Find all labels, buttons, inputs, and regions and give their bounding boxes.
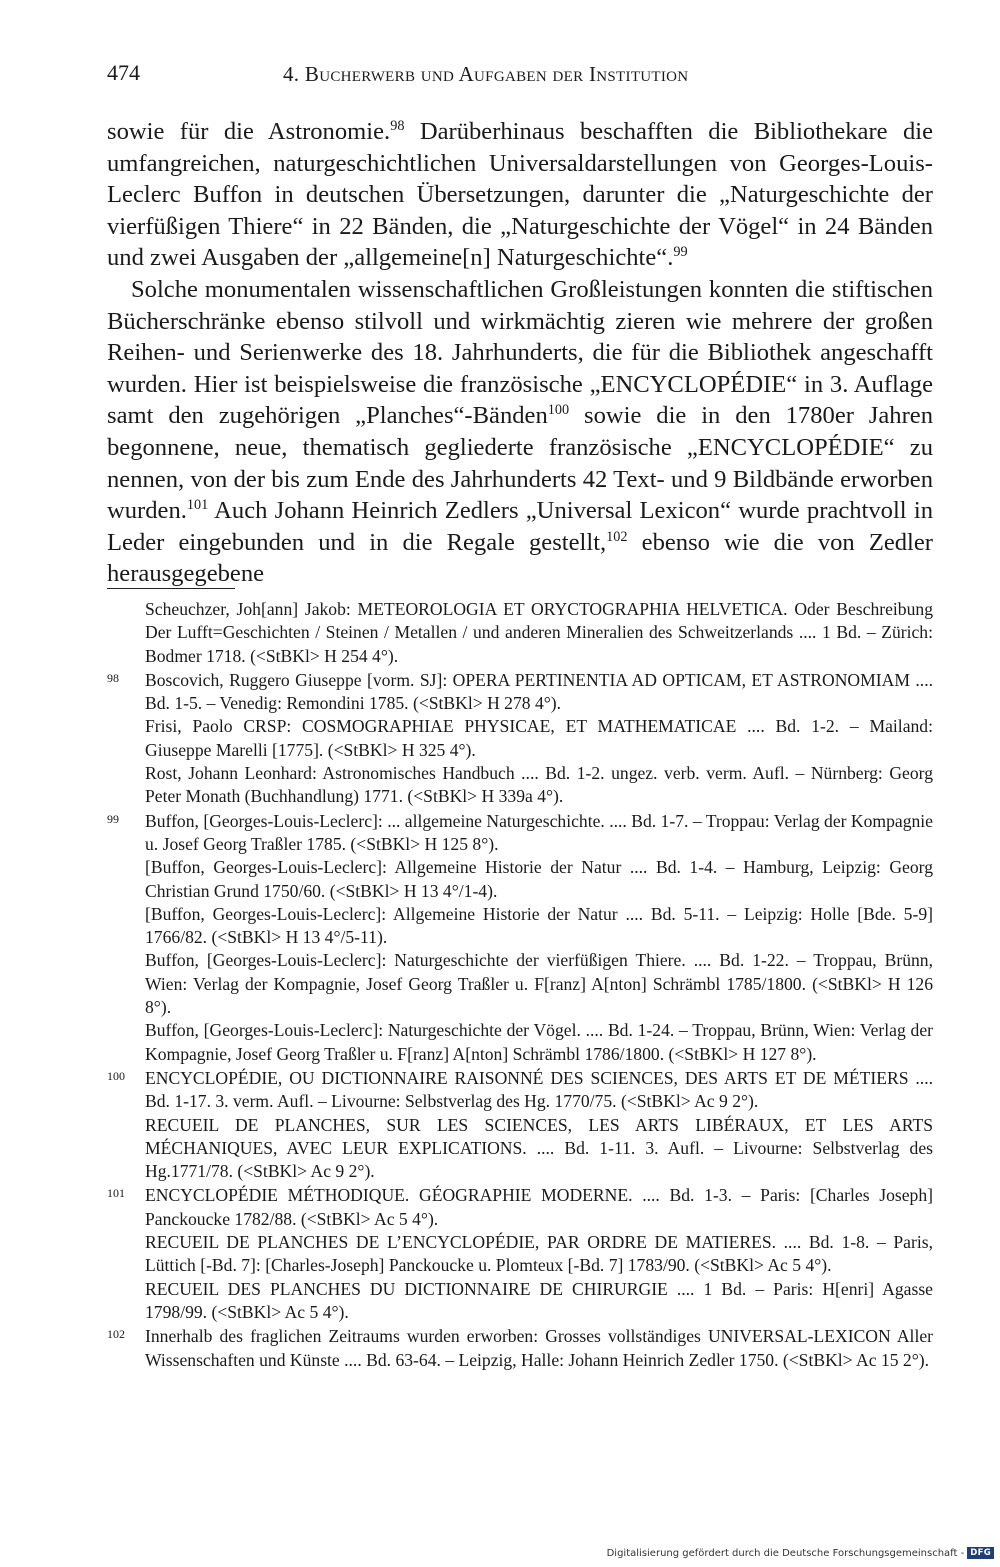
footnote-98 bbox=[107, 669, 933, 809]
text-run: Solche monumentalen wissenschaftlichen Großleistungen konnten die stiftischen Bücherschränke ebenso stilvoll und wirkmächtig zieren wie mehrere der großen Reihen- und Serienwerke des 18. Jahrhunderts, die für die Bibliothek angeschafft wurden. Hier ist beispielsweise die französische „ENCYCLOPÉDIE“ in 3. Auflage samt den zugehörigen „Planches“-Bänden bbox=[107, 275, 933, 430]
footnote-continuation bbox=[107, 598, 933, 668]
footnote-entry: Buffon, [Georges-Louis-Leclerc]: Naturgeschichte der vierfüßigen Thiere. .... Bd. 1-22. – Troppau, Brünn, Wien: Verlag der Kompagnie, Josef Georg Traßler u. F[ranz] A[nton] Schrämbl 1785/1800. (<StBKl> H 126 8°). bbox=[145, 950, 933, 1018]
credit-text: Digitalisierung gefördert durch die Deutsche Forschungsgemeinschaft - bbox=[606, 1547, 965, 1559]
footnote-rule bbox=[107, 588, 235, 589]
footnote-ref[interactable]: 99 bbox=[673, 244, 688, 261]
footnote-entry: Rost, Johann Leonhard: Astronomisches Handbuch .... Bd. 1-2. ungez. verb. verm. Aufl. – Nürnberg: Georg Peter Monath (Buchhandlung) 1771. (<StBKl> H 339a 4°). bbox=[145, 763, 933, 807]
footnote-ref[interactable]: 98 bbox=[390, 117, 405, 134]
footnote-entry: ENCYCLOPÉDIE, OU DICTIONNAIRE RAISONNÉ DES SCIENCES, DES ARTS ET DE MÉTIERS .... Bd. 1-17. 3. verm. Aufl. – Livourne: Selbstverlag des Hg. 1770/75. (<StBKl> Ac 9 2°). bbox=[145, 1067, 933, 1112]
footnote-number: 100 bbox=[107, 1068, 125, 1083]
footnote-entry: RECUEIL DE PLANCHES DE L’ENCYCLOPÉDIE, PAR ORDRE DE MATIERES. .... Bd. 1-8. – Paris, Lüttich [-Bd. 7]: [Charles-Joseph] Panckoucke u. Plomteux [-Bd. 7] 1783/90. (<StBKl> Ac 5 4°). bbox=[145, 1232, 933, 1276]
page-number: 474 bbox=[107, 60, 140, 85]
footnote-102 bbox=[107, 1325, 933, 1372]
footnote-101 bbox=[107, 1184, 933, 1324]
footnotes bbox=[107, 598, 933, 1373]
text-run: ebenso wie die von Zedler herausgegebene bbox=[107, 528, 933, 588]
paragraph bbox=[107, 274, 933, 590]
paragraph bbox=[107, 116, 933, 274]
text-run: Darüberhinaus beschafften die Bibliothekare die umfangreichen, naturgeschichtlichen Universaldarstellungen von Georges-Louis-Leclerc Buffon in deutschen Übersetzungen, darunter die „Naturgeschichte der vierfüßigen Thiere“ in 22 Bänden, die „Naturgeschichte der Vögel“ in 24 Bänden und zwei Ausgaben der „allgemeine[n] Naturgeschichte“. bbox=[107, 118, 933, 272]
footnote-entry: Innerhalb des fraglichen Zeitraums wurden erworben: Grosses vollständiges UNIVERSAL-LEXICON Aller Wissenschaften und Künste .... Bd. 63-64. – Leipzig, Halle: Johann Heinrich Zedler 1750. (<StBKl> Ac 15 2°). bbox=[145, 1326, 933, 1370]
footnote-number: 102 bbox=[107, 1327, 125, 1342]
footnote-ref[interactable]: 102 bbox=[606, 528, 628, 545]
running-head: 4. Bucherwerb und Aufgaben der Institution bbox=[283, 62, 689, 86]
main-text bbox=[107, 116, 933, 590]
text-run: sowie die in den 1780er Jahren begonnene, neue, thematisch gegliederte französische „ENCYCLOPÉDIE“ zu nennen, von der bis zum Ende des Jahrhunderts 42 Text- und 9 Bildbände erworben wurden. bbox=[107, 402, 933, 525]
footnote-entry: ENCYCLOPÉDIE MÉTHODIQUE. GÉOGRAPHIE MODERNE. .... Bd. 1-3. – Paris: [Charles Joseph] Panckoucke 1782/88. (<StBKl> Ac 5 4°). bbox=[145, 1185, 933, 1229]
page-header bbox=[107, 60, 933, 92]
footnote-entry: Scheuchzer, Joh[ann] Jakob: METEOROLOGIA ET ORYCTOGRAPHIA HELVETICA. Oder Beschreibung Der Lufft=Geschichten / Steinen / Metallen / und anderen Mineralien des Schweitzerlands .... 1 Bd. – Zürich: Bodmer 1718. (<StBKl> H 254 4°). bbox=[145, 599, 933, 666]
footnote-entry: [Buffon, Georges-Louis-Leclerc]: Allgemeine Historie der Natur .... Bd. 5-11. – Leipzig: Holle [Bde. 5-9] 1766/82. (<StBKl> H 13 4°/5-11). bbox=[145, 903, 933, 948]
dfg-logo: DFG bbox=[967, 1547, 994, 1559]
footnote-number: 99 bbox=[107, 811, 119, 826]
footnote-ref[interactable]: 100 bbox=[547, 402, 570, 419]
footnote-100 bbox=[107, 1067, 933, 1183]
footnote-entry: Frisi, Paolo CRSP: COSMOGRAPHIAE PHYSICAE, ET MATHEMATICAE .... Bd. 1-2. – Mailand: Giuseppe Marelli [1775]. (<StBKl> H 325 4°). bbox=[145, 716, 933, 760]
footnote-ref[interactable]: 101 bbox=[186, 496, 209, 513]
footnote-entry: [Buffon, Georges-Louis-Leclerc]: Allgemeine Historie der Natur .... Bd. 1-4. – Hamburg, Leipzig: Georg Christian Grund 1750/60. (<StBKl> H 13 4°/1-4). bbox=[145, 857, 933, 901]
footnote-number: 101 bbox=[107, 1186, 125, 1201]
digitization-credit bbox=[607, 1547, 994, 1559]
footnote-entry: Boscovich, Ruggero Giuseppe [vorm. SJ]: OPERA PERTINENTIA AD OPTICAM, ET ASTRONOMIAM .... Bd. 1-5. – Venedig: Remondini 1785. (<StBKl> H 278 4°). bbox=[145, 669, 933, 714]
footnote-entry: Buffon, [Georges-Louis-Leclerc]: Naturgeschichte der Vögel. .... Bd. 1-24. – Troppau, Brünn, Wien: Verlag der Kompagnie, Josef Georg Traßler u. F[ranz] A[nton] Schrämbl 1786/1800. (<StBKl> H 127 8°). bbox=[145, 1020, 933, 1064]
text-run: Auch Johann Heinrich Zedlers „Universal Lexicon“ wurde prachtvoll in Leder eingebunden und in die Regale gestellt, bbox=[107, 497, 933, 556]
footnote-entry: Buffon, [Georges-Louis-Leclerc]: ... allgemeine Naturgeschichte. .... Bd. 1-7. – Troppau: Verlag der Kompagnie u. Josef Georg Traßler 1785. (<StBKl> H 125 8°). bbox=[145, 810, 933, 854]
footnote-entry: RECUEIL DE PLANCHES, SUR LES SCIENCES, LES ARTS LIBÉRAUX, ET LES ARTS MÉCHANIQUES, AVEC LEUR EXPLICATIONS. .... Bd. 1-11. 3. Aufl. – Livourne: Selbstverlag des Hg.1771/78. (<StBKl> Ac 9 2°). bbox=[145, 1114, 933, 1182]
footnote-99 bbox=[107, 810, 933, 1066]
footnote-entry: RECUEIL DES PLANCHES DU DICTIONNAIRE DE CHIRURGIE .... 1 Bd. – Paris: H[enri] Agasse 1798/99. (<StBKl> Ac 5 4°). bbox=[145, 1278, 933, 1322]
text-run: sowie für die Astronomie. bbox=[107, 118, 391, 145]
footnote-number: 98 bbox=[107, 670, 119, 685]
